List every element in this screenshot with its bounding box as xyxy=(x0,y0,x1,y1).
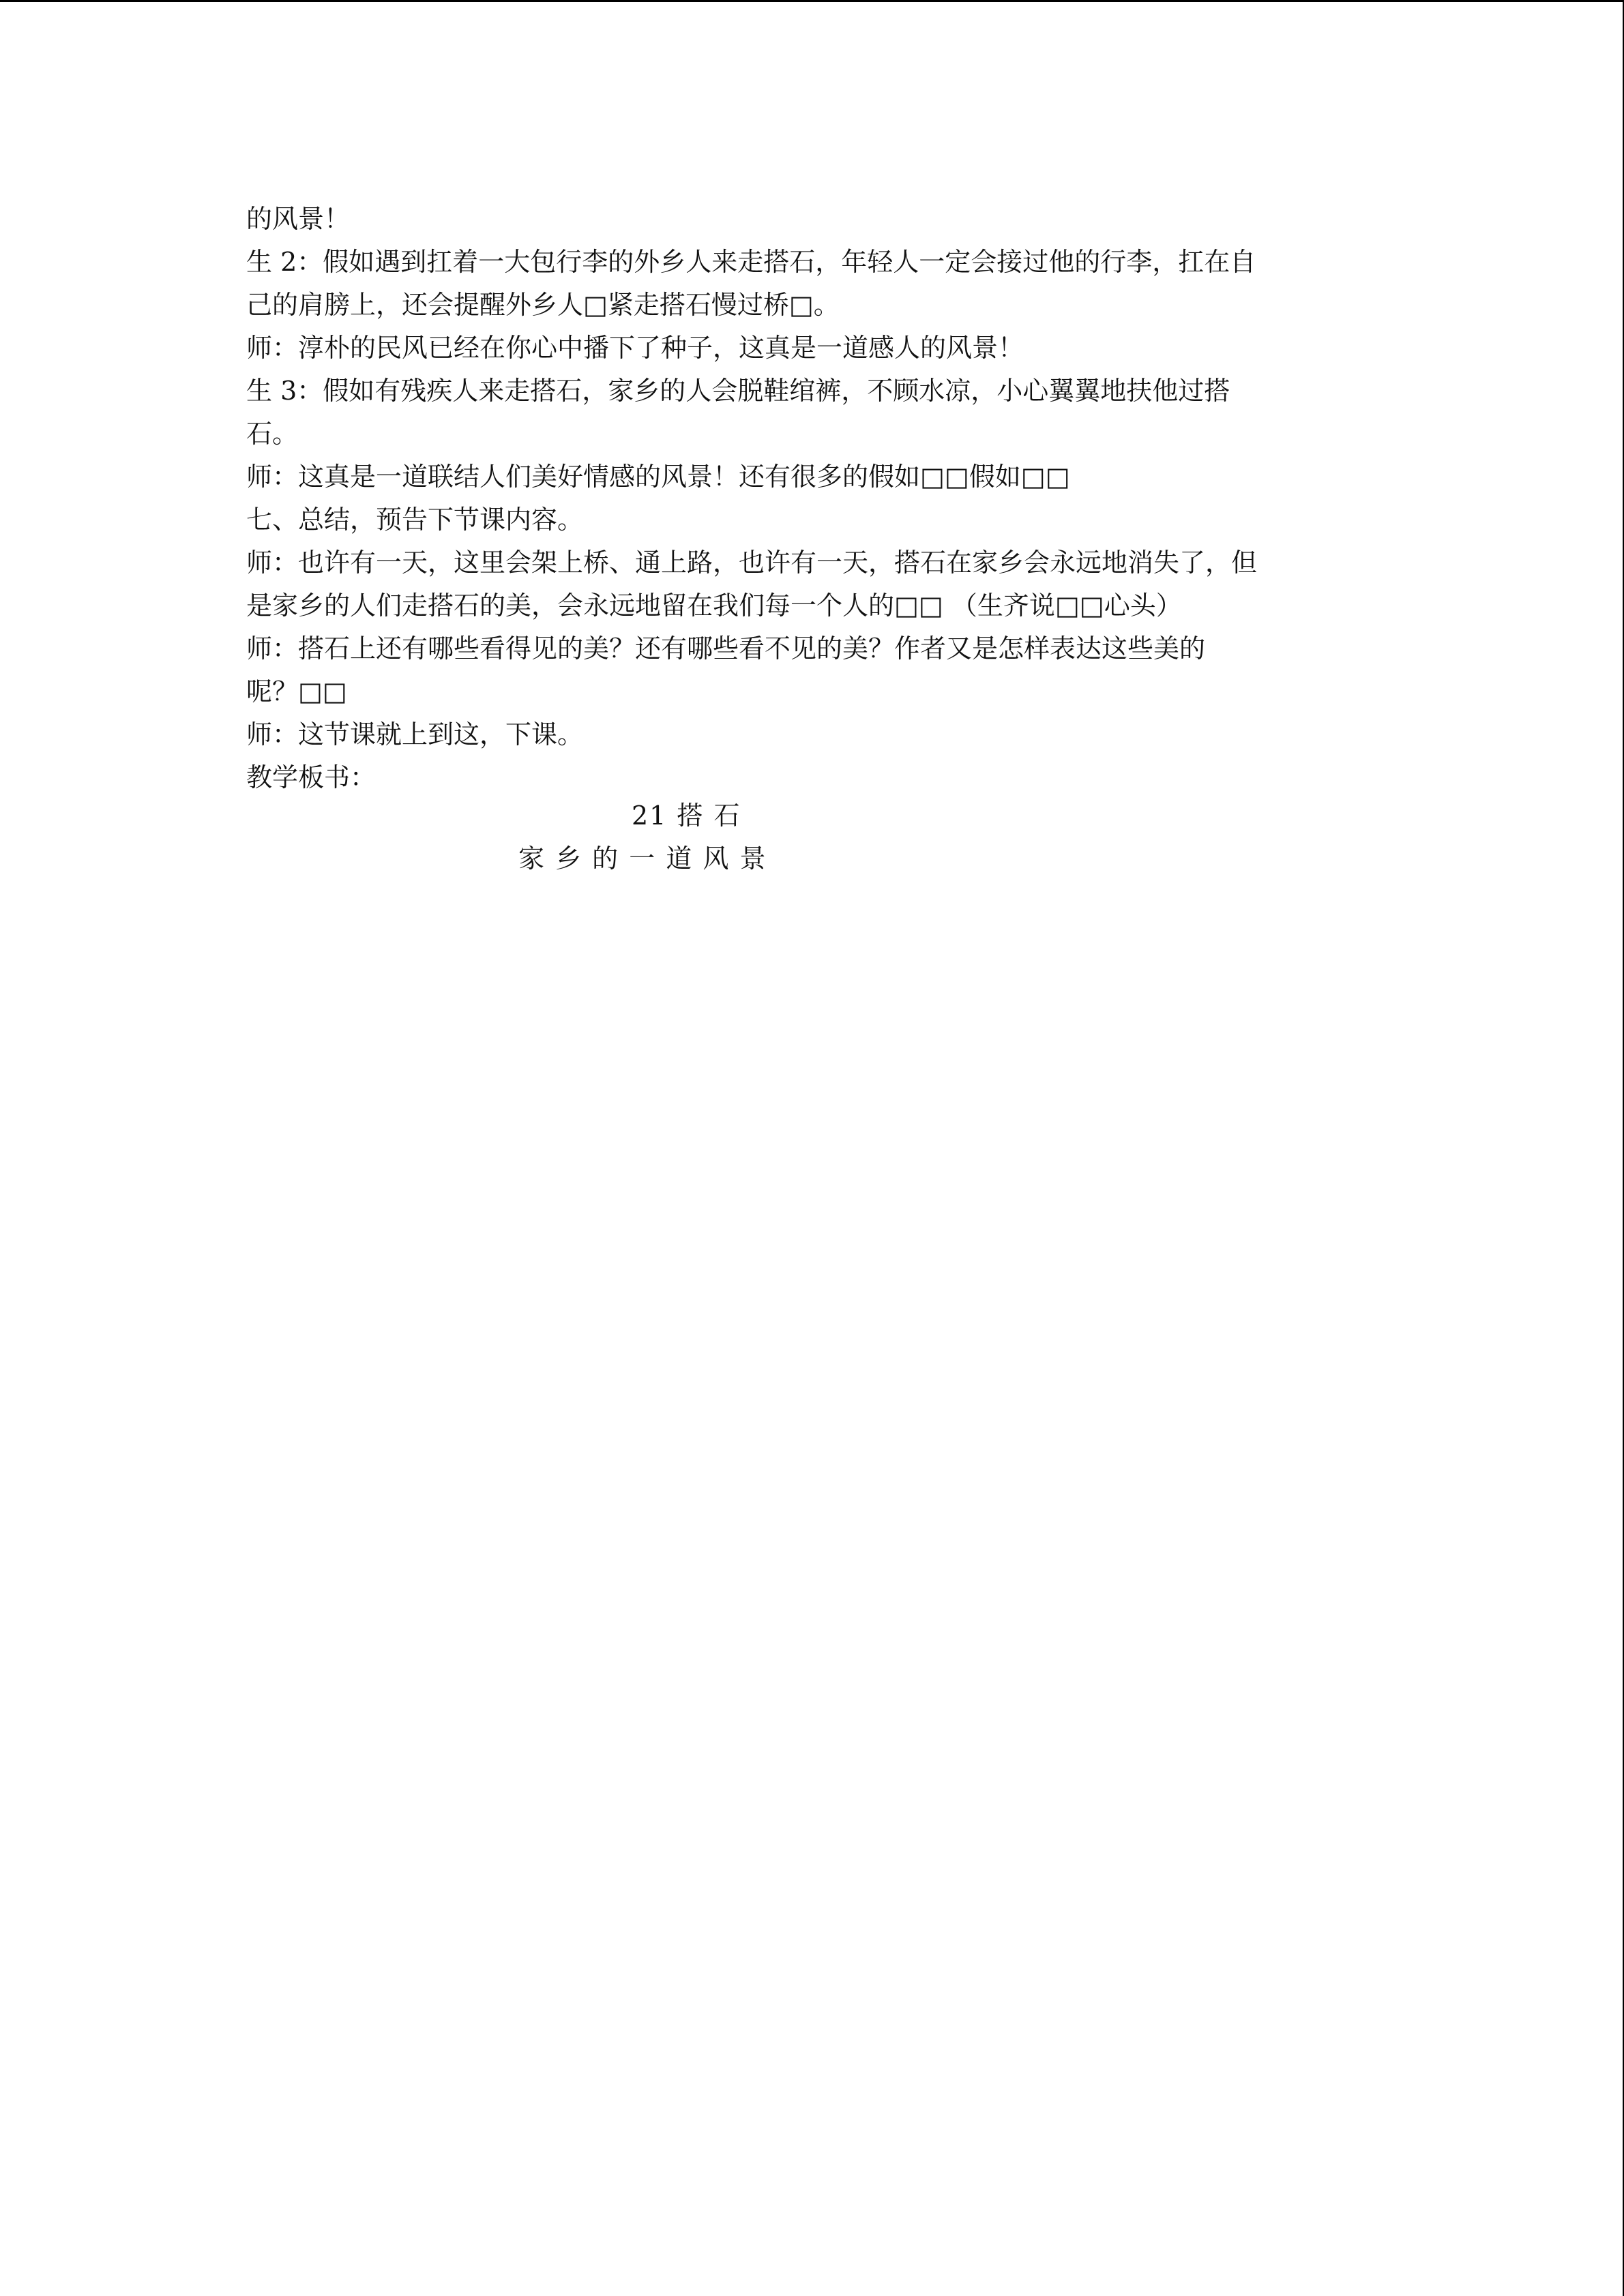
board-title: 21 搭 石 xyxy=(632,801,741,831)
top-border xyxy=(0,0,1624,2)
board-label: 教学板书： xyxy=(246,762,377,792)
text-line: 师：这真是一道联结人们美好情感的风景！还有很多的假如□□假如□□ xyxy=(246,462,1070,492)
text-line: 石。 xyxy=(246,419,299,449)
text-line: 生 3：假如有残疾人来走搭石，家乡的人会脱鞋绾裤，不顾水凉，小心翼翼地扶他过搭 xyxy=(246,376,1230,406)
text-line: 呢？□□ xyxy=(246,676,347,706)
text-line: 师：淳朴的民风已经在你心中播下了种子，这真是一道感人的风景！ xyxy=(246,333,1024,363)
text-line: 是家乡的人们走搭石的美，会永远地留在我们每一个人的□□ （生齐说□□心头） xyxy=(246,591,1182,621)
text-line: 己的肩膀上，还会提醒外乡人□紧走搭石慢过桥□。 xyxy=(246,290,840,320)
lesson-text xyxy=(246,198,1372,799)
text-line: 师：搭石上还有哪些看得见的美？还有哪些看不见的美？作者又是怎样表达这些美的 xyxy=(246,633,1206,664)
board-subtitle: 家 乡 的 一 道 风 景 xyxy=(518,844,767,874)
text-line: 生 2：假如遇到扛着一大包行李的外乡人来走搭石，年轻人一定会接过他的行李，扛在自 xyxy=(246,247,1256,277)
text-line: 的风景！ xyxy=(246,204,351,234)
text-line: 师：也许有一天，这里会架上桥、通上路，也许有一天，搭石在家乡会永远地消失了，但 xyxy=(246,548,1258,578)
section-heading: 七、总结，预告下节课内容。 xyxy=(246,505,584,535)
text-line: 师：这节课就上到这，下课。 xyxy=(246,719,584,749)
